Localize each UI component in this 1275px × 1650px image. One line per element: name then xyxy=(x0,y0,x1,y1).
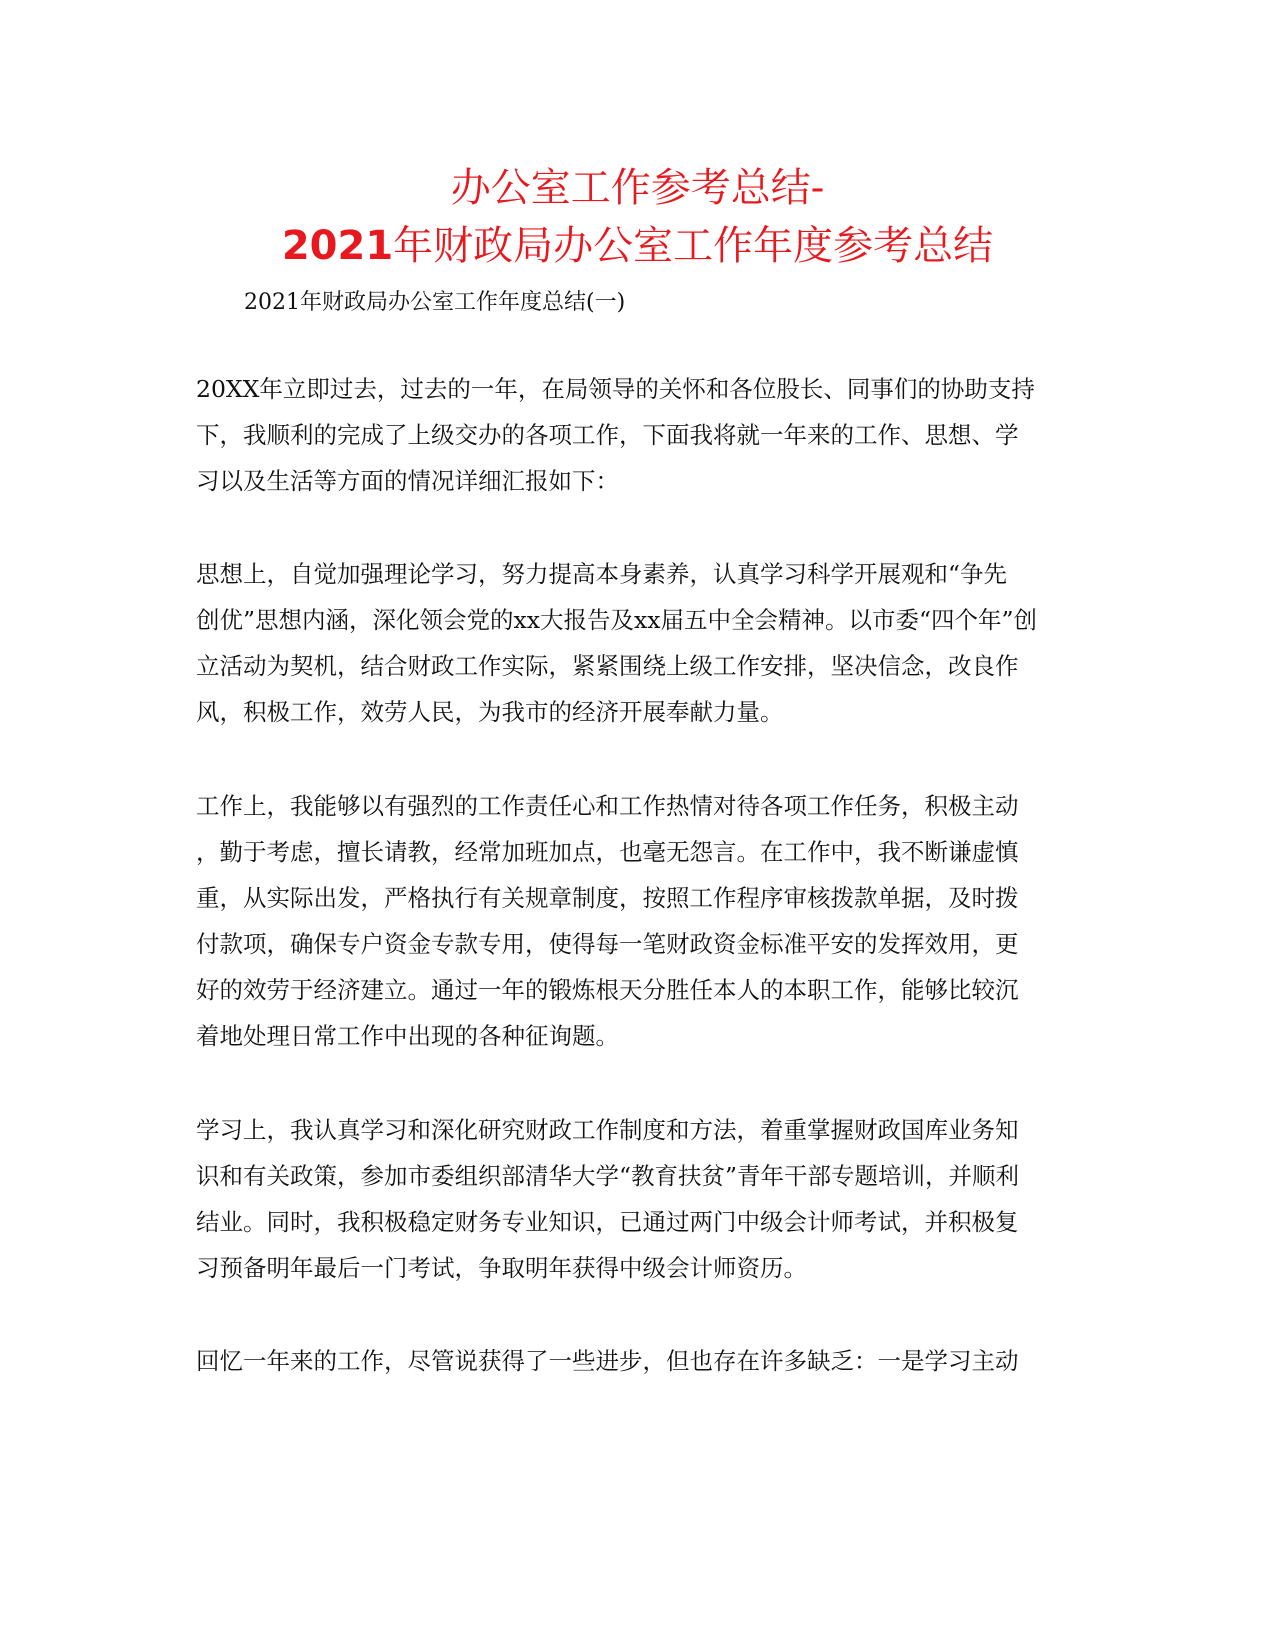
document-subtitle: 2021年财政局办公室工作年度总结(一) xyxy=(244,290,626,315)
paragraph-line: 识和有关政策，参加市委组织部清华大学“教育扶贫”青年干部专题培训，并顺利 xyxy=(196,1162,1020,1190)
paragraph-line: 学习上，我认真学习和深化研究财政工作制度和方法，着重掌握财政国库业务知 xyxy=(196,1116,1019,1144)
document-title-line2 xyxy=(0,223,1275,269)
paragraph-line: 着地处理日常工作中出现的各种征询题。 xyxy=(196,1022,619,1050)
paragraph-line: 创优”思想内涵，深化领会党的xx大报告及xx届五中全会精神。以市委“四个年”创 xyxy=(196,606,1038,634)
paragraph-line: ，勤于考虑，擅长请教，经常加班加点，也毫无怨言。在工作中，我不断谦虚慎 xyxy=(196,838,1019,866)
paragraph-line: 立活动为契机，结合财政工作实际，紧紧围绕上级工作安排，坚决信念，改良作 xyxy=(196,652,1019,680)
paragraph-line: 重，从实际出发，严格执行有关规章制度，按照工作程序审核拨款单据，及时拨 xyxy=(196,884,1019,912)
document-title-line1: 办公室工作参考总结- xyxy=(450,165,825,211)
paragraph-line: 付款项，确保专户资金专款专用，使得每一笔财政资金标准平安的发挥效用，更 xyxy=(196,930,1019,958)
paragraph-line: 思想上，自觉加强理论学习，努力提高本身素养，认真学习科学开展观和“争先 xyxy=(196,560,1008,588)
paragraph-line: 习以及生活等方面的情况详细汇报如下： xyxy=(196,467,619,495)
paragraph-line: 下，我顺利的完成了上级交办的各项工作，下面我将就一年来的工作、思想、学 xyxy=(196,421,1019,449)
paragraph-line: 好的效劳于经济建立。通过一年的锻炼根天分胜任本人的本职工作，能够比较沉 xyxy=(196,976,1019,1004)
title-year: 2021 xyxy=(281,223,394,269)
title-rest: 年财政局办公室工作年度参考总结 xyxy=(393,223,994,269)
paragraph-line: 20XX年立即过去，过去的一年，在局领导的关怀和各位股长、同事们的协助支持 xyxy=(196,375,1035,403)
paragraph-line: 回忆一年来的工作，尽管说获得了一些进步，但也存在许多缺乏：一是学习主动 xyxy=(196,1347,1019,1375)
paragraph-line: 工作上，我能够以有强烈的工作责任心和工作热情对待各项工作任务，积极主动 xyxy=(196,792,1019,820)
paragraph-line: 风，积极工作，效劳人民，为我市的经济开展奉献力量。 xyxy=(196,698,784,726)
paragraph-line: 结业。同时，我积极稳定财务专业知识，已通过两门中级会计师考试，并积极复 xyxy=(196,1208,1019,1236)
paragraph-line: 习预备明年最后一门考试，争取明年获得中级会计师资历。 xyxy=(196,1254,807,1282)
